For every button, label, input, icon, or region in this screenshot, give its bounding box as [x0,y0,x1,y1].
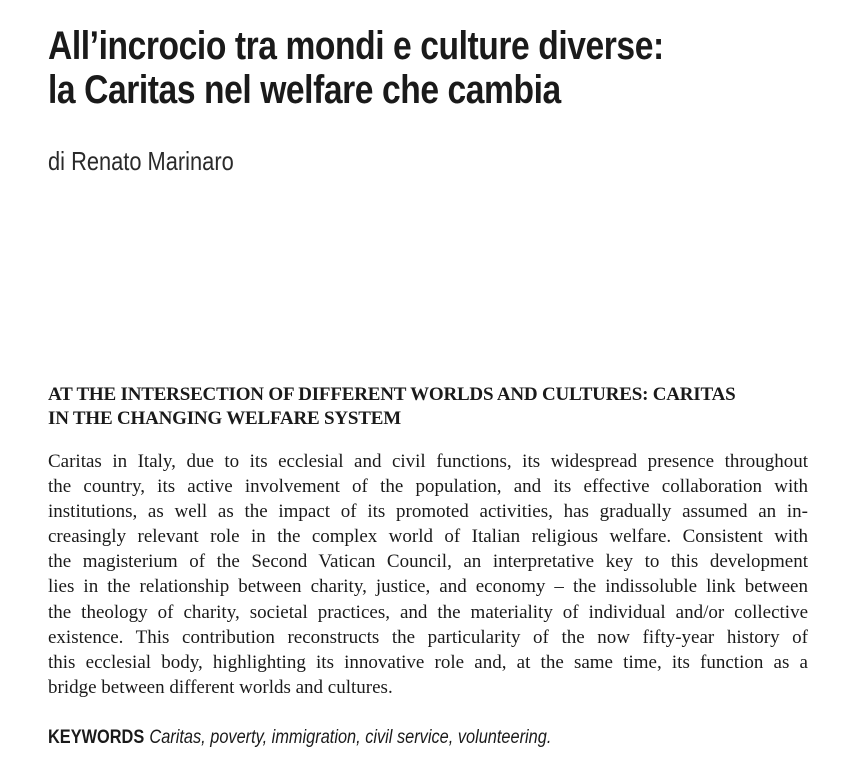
article-author: di Renato Marinaro [48,146,234,176]
keywords-line [48,726,551,750]
abstract-line-8: existence. This contribution reconstructs the particularity of the now fifty-year history of [48,626,808,648]
abstract-line-6: lies in the relationship between charity, justice, and economy – the indissoluble link between [48,576,808,598]
abstract-line-9: this ecclesial body, highlighting its innovative role and, at the same time, its function as a [48,651,808,673]
abstract-line-4: creasingly relevant role in the complex world of Italian religious welfare. Consistent with [48,526,808,548]
abstract-heading-line-2: IN THE CHANGING WELFARE SYSTEM [48,408,401,429]
abstract-line-2: the country, its active involvement of the population, and its effective collaboration with [48,476,808,498]
keywords-label: KEYWORDS [48,727,145,748]
article-title-line-1: All’incrocio tra mondi e culture diverse: [48,24,664,68]
abstract-heading-line-1: AT THE INTERSECTION OF DIFFERENT WORLDS AND CULTURES: CARITAS [48,384,736,405]
abstract-body [48,449,808,700]
article-title [48,24,703,112]
abstract-line-7: the theology of charity, societal practices, and the materiality of individual and/or collective [48,601,808,623]
abstract-line-3: institutions, as well as the impact of its promoted activities, has gradually assumed an in- [48,501,808,523]
abstract-line-1: Caritas in Italy, due to its ecclesial and civil functions, its widespread presence throughout [48,451,808,472]
abstract-heading [48,383,808,431]
article-title-line-2: la Caritas nel welfare che cambia [48,68,561,112]
keywords-list: Caritas, poverty, immigration, civil service, volunteering. [149,727,552,748]
abstract-line-5: the magisterium of the Second Vatican Council, an interpretative key to this development [48,551,808,573]
abstract-line-10: bridge between different worlds and cultures. [48,676,393,698]
